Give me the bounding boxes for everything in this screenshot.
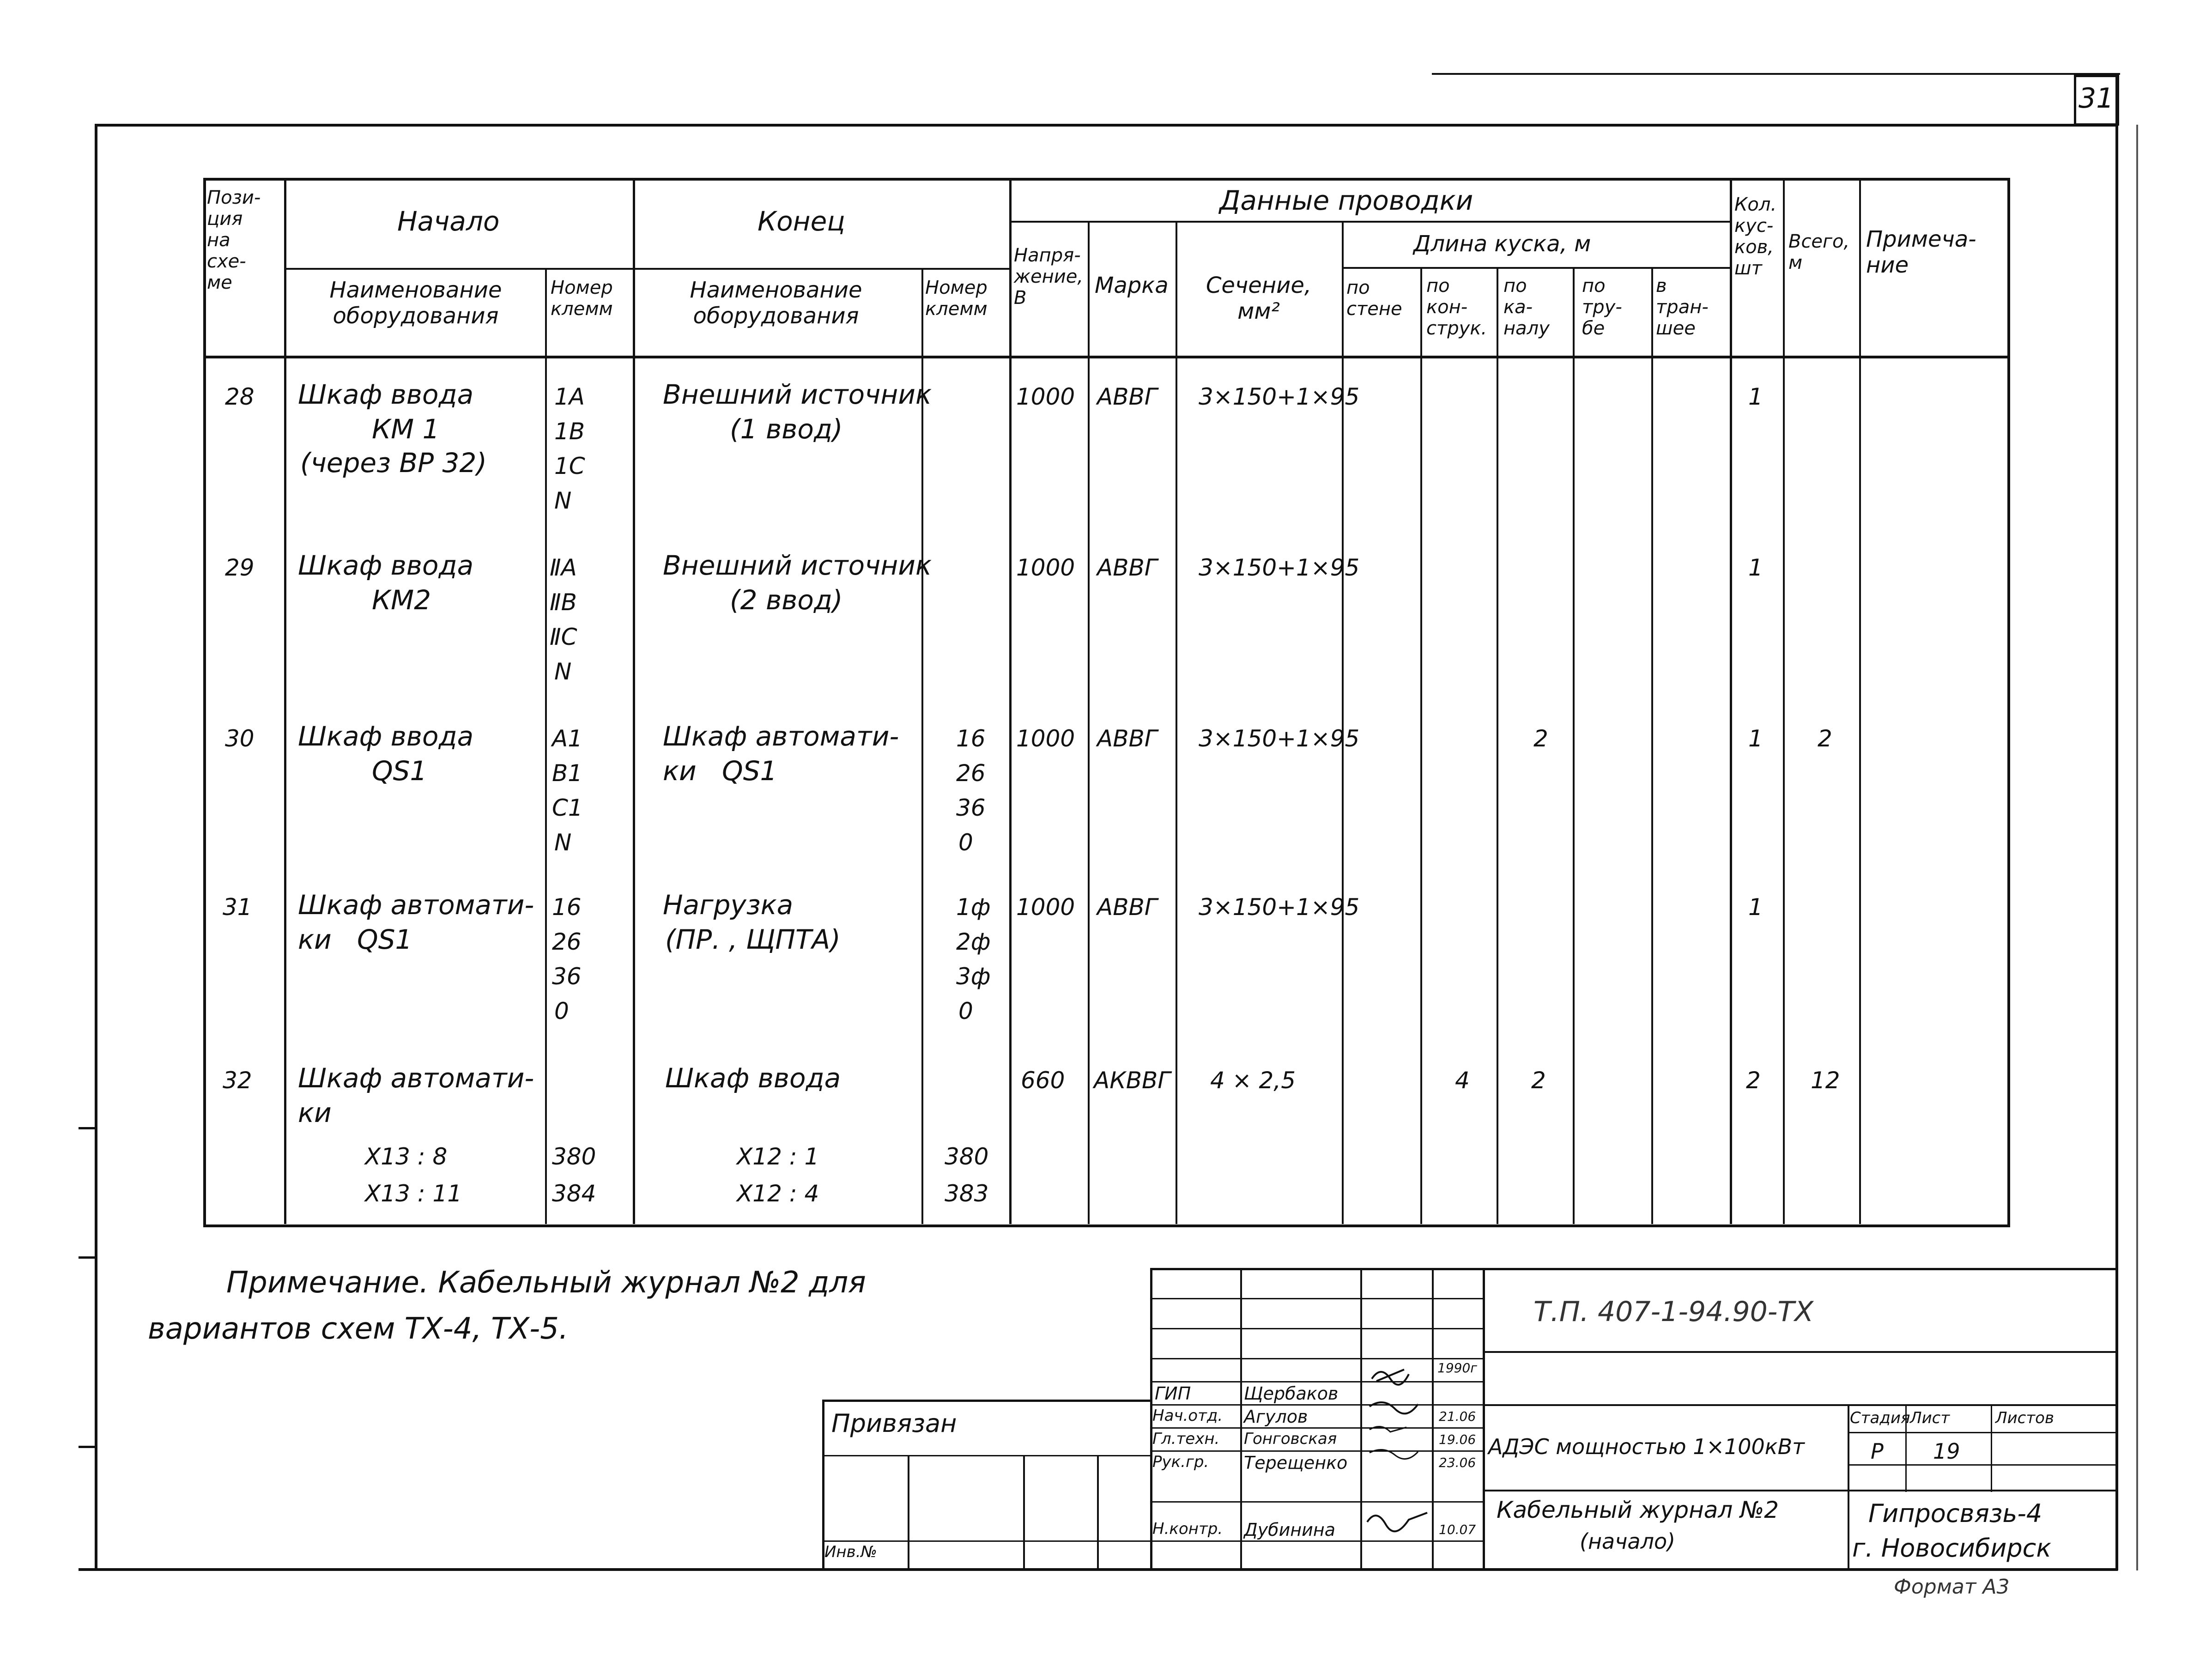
start-name-line: Шкаф автомати-	[298, 1062, 534, 1094]
sheet-value: 19	[1933, 1439, 1960, 1464]
voltage: 1000	[1016, 894, 1075, 921]
sheets-label: Листов	[1995, 1409, 2054, 1427]
end-name-line: (2 ввод)	[730, 584, 843, 616]
end-name-line: Шкаф автомати-	[663, 721, 899, 752]
start-name-line: (через ВР 32)	[300, 447, 487, 479]
voltage: 1000	[1016, 554, 1075, 581]
name-5: Дубинина	[1244, 1520, 1335, 1540]
bound-label: Привязан	[831, 1409, 957, 1438]
stamp-col	[1023, 1455, 1025, 1570]
start-terminal: 380	[552, 1143, 596, 1170]
start-terminal: ⅡC	[550, 624, 577, 650]
col-line-15	[1859, 178, 1861, 1224]
col-line-4	[921, 268, 923, 1224]
start-name-line: ки	[298, 1097, 332, 1128]
note-line-2: вариантов схем ТХ-4, ТХ-5.	[148, 1312, 569, 1346]
col-line-8	[1342, 221, 1344, 1224]
start-name-line: Шкаф ввода	[298, 721, 474, 752]
brand: АКВВГ	[1094, 1067, 1171, 1094]
hdr-note: Примеча- ние	[1866, 226, 1976, 278]
col-line-13	[1730, 178, 1732, 1224]
date-2: 21.06	[1439, 1409, 1476, 1424]
name-3: Гонговская	[1244, 1430, 1337, 1448]
col-line-3	[633, 178, 635, 1224]
role-gip: ГИП	[1155, 1383, 1191, 1404]
end-name-line: Нагрузка	[663, 889, 794, 921]
hdr-section: Сечение, мм²	[1206, 273, 1312, 324]
start-terminal: N	[554, 658, 572, 685]
stamp-col	[1360, 1268, 1362, 1570]
count: 1	[1748, 383, 1763, 410]
stamp-right-row	[1848, 1432, 2115, 1433]
section: 3×150+1×95	[1199, 725, 1360, 752]
start-name-line: КМ2	[372, 584, 431, 616]
on-channel: 2	[1531, 1067, 1546, 1094]
col-line-2	[545, 268, 547, 1224]
inv-label: Инв.№	[824, 1543, 877, 1561]
stamp-row	[1150, 1328, 1485, 1329]
end-terminal: 3ф	[956, 963, 991, 990]
stamp-bound-top	[822, 1400, 1152, 1402]
voltage: 660	[1021, 1067, 1065, 1094]
count: 2	[1746, 1067, 1761, 1094]
end-terminal: 383	[945, 1180, 989, 1207]
start-terminal: B1	[552, 760, 583, 787]
brand: АВВГ	[1097, 383, 1158, 410]
sheet-label: Лист	[1910, 1409, 1950, 1427]
start-terminal: 36	[552, 963, 582, 990]
start-terminal: 16	[552, 894, 582, 921]
start-name-line: ки QS1	[298, 924, 412, 955]
date-3: 19.06	[1439, 1432, 1476, 1447]
col-line-6	[1088, 221, 1090, 1224]
hdr-piece-length: Длина куска, м	[1413, 231, 1591, 257]
end-name-line: X12 : 4	[737, 1180, 819, 1207]
start-terminal: C1	[552, 794, 583, 821]
start-terminal: 0	[554, 998, 569, 1024]
role-chief: Гл.техн.	[1152, 1430, 1220, 1448]
end-terminal: 0	[958, 998, 973, 1024]
header-mid-start-end	[284, 268, 1009, 270]
format-label: Формат А3	[1894, 1575, 2010, 1599]
hdr-in-trench: в тран- шее	[1656, 275, 1709, 339]
name-1: Щербаков	[1244, 1383, 1339, 1404]
brand: АВВГ	[1097, 894, 1158, 921]
brand: АВВГ	[1097, 554, 1158, 581]
hdr-on-channel: по ка- налу	[1503, 275, 1550, 339]
stamp-row	[1150, 1298, 1485, 1299]
date-5: 10.07	[1439, 1522, 1476, 1537]
end-name-line: (ПР. , ЩПТА)	[665, 924, 841, 955]
stamp-year: 1990г	[1437, 1360, 1477, 1376]
hdr-voltage: Напря- жение, В	[1014, 245, 1084, 309]
row-pos: 31	[223, 894, 252, 921]
hdr-start-equip: Наименование оборудования	[329, 277, 502, 329]
start-terminal: ⅡA	[550, 554, 577, 581]
hdr-position: Пози- ция на схе- ме	[207, 187, 261, 293]
start-terminal: 26	[552, 928, 582, 955]
start-name-line: Шкаф ввода	[298, 550, 474, 581]
hdr-end: Конец	[758, 206, 845, 237]
stamp-row	[822, 1455, 1152, 1456]
frame-left-line	[95, 124, 97, 1570]
header-bottom	[203, 356, 2007, 358]
stamp-right-col	[1991, 1404, 1992, 1492]
end-terminal: 0	[958, 829, 973, 856]
col-line-9	[1420, 267, 1422, 1224]
role-head: Нач.отд.	[1152, 1406, 1223, 1425]
end-name-line: X12 : 1	[737, 1143, 819, 1170]
frame-top-extension	[1432, 73, 2120, 75]
name-2: Агулов	[1244, 1406, 1308, 1427]
end-name-line: (1 ввод)	[730, 413, 843, 445]
on-channel: 2	[1533, 725, 1548, 752]
count: 1	[1748, 554, 1763, 581]
stage-label: Стадия	[1850, 1409, 1910, 1427]
signature-marks	[1363, 1360, 1436, 1545]
col-line-10	[1497, 267, 1498, 1224]
col-line-14	[1783, 178, 1785, 1224]
note-line-1: Примечание. Кабельный журнал №2 для	[226, 1266, 866, 1300]
sheet-number: 31	[2079, 82, 2114, 115]
stamp-col	[1097, 1455, 1099, 1570]
date-4: 23.06	[1439, 1455, 1476, 1470]
end-terminal: 16	[956, 725, 986, 752]
hdr-end-equip: Наименование оборудования	[690, 277, 862, 329]
header-mid-length	[1342, 267, 1730, 269]
end-terminal: 380	[945, 1143, 989, 1170]
section: 4 × 2,5	[1210, 1067, 1296, 1094]
end-name-line: Внешний источник	[663, 550, 932, 581]
hdr-end-terminal: Номер клемм	[925, 277, 988, 320]
stamp-col	[908, 1455, 909, 1570]
col-line-12	[1651, 267, 1653, 1224]
col-line-1	[284, 178, 286, 1224]
count: 1	[1748, 894, 1763, 921]
hdr-on-wall: по стене	[1346, 277, 1402, 320]
stamp-right-row	[1483, 1351, 2115, 1353]
section: 3×150+1×95	[1199, 554, 1360, 581]
start-name-line: X13 : 8	[365, 1143, 448, 1170]
org-city: г. Новосибирск	[1852, 1534, 2051, 1563]
end-terminal: 2ф	[956, 928, 991, 955]
start-terminal: 1C	[554, 453, 585, 479]
end-terminal: 1ф	[956, 894, 991, 921]
header-mid-wiring	[1009, 221, 1730, 223]
col-line-5	[1009, 178, 1012, 1224]
row-pos: 32	[223, 1067, 252, 1094]
stamp-right-row	[1848, 1464, 2115, 1466]
start-name-line: КМ 1	[372, 413, 440, 445]
start-name-line: X13 : 11	[365, 1180, 462, 1207]
hdr-in-pipe: по тру- бе	[1582, 275, 1622, 339]
frame-top-line	[95, 124, 2118, 127]
org-name: Гипросвязь-4	[1868, 1499, 2042, 1528]
stamp-row	[1150, 1358, 1485, 1359]
role-control: Н.контр.	[1152, 1520, 1223, 1538]
start-terminal: N	[554, 829, 572, 856]
section: 3×150+1×95	[1199, 894, 1360, 921]
end-name-line: Внешний источник	[663, 379, 932, 410]
doc-code: Т.П. 407-1-94.90-ТХ	[1533, 1296, 1814, 1328]
frame-binding-tick-2	[79, 1256, 97, 1259]
end-terminal: 26	[956, 760, 986, 787]
start-terminal: 384	[552, 1180, 596, 1207]
hdr-start-terminal: Номер клемм	[551, 277, 613, 320]
voltage: 1000	[1016, 383, 1075, 410]
row-pos: 30	[225, 725, 255, 752]
start-name-line: QS1	[372, 755, 427, 787]
brand: АВВГ	[1097, 725, 1158, 752]
frame-right-outer	[2136, 125, 2138, 1570]
start-terminal: N	[554, 487, 572, 514]
start-terminal: 1B	[554, 418, 585, 445]
hdr-start: Начало	[397, 206, 500, 237]
project-title: АДЭС мощностью 1×100кВт	[1488, 1434, 1805, 1459]
section: 3×150+1×95	[1199, 383, 1360, 410]
col-line-11	[1573, 267, 1575, 1224]
total: 12	[1811, 1067, 1840, 1094]
row-pos: 28	[225, 383, 255, 410]
start-terminal: 1A	[554, 383, 585, 410]
role-lead: Рук.гр.	[1152, 1453, 1209, 1471]
row-pos: 29	[225, 554, 255, 581]
stamp-col	[1240, 1268, 1242, 1570]
frame-right-line	[2115, 74, 2118, 1570]
voltage: 1000	[1016, 725, 1075, 752]
stage-value: Р	[1871, 1439, 1884, 1464]
on-struct: 4	[1455, 1067, 1470, 1094]
frame-binding-tick-3	[79, 1446, 97, 1448]
start-terminal: ⅡB	[550, 589, 577, 616]
end-terminal: 36	[956, 794, 986, 821]
hdr-count: Кол. кус- ков, шт	[1734, 194, 1777, 279]
col-line-7	[1176, 221, 1177, 1224]
hdr-total: Всего, м	[1788, 231, 1850, 273]
stamp-top	[1150, 1268, 2115, 1270]
end-name-line: Шкаф ввода	[665, 1062, 841, 1094]
count: 1	[1748, 725, 1763, 752]
subtitle-1: Кабельный журнал №2	[1497, 1497, 1779, 1523]
total: 2	[1818, 725, 1832, 752]
end-name-line: ки QS1	[663, 755, 777, 787]
stamp-right-row	[1483, 1404, 2115, 1406]
hdr-on-struct: по кон- струк.	[1426, 275, 1487, 339]
subtitle-2: (начало)	[1580, 1529, 1676, 1554]
start-name-line: Шкаф автомати-	[298, 889, 534, 921]
start-terminal: A1	[552, 725, 583, 752]
stamp-col	[1483, 1268, 1485, 1570]
frame-binding-tick-1	[79, 1127, 97, 1129]
name-4: Терещенко	[1244, 1453, 1348, 1473]
hdr-brand: Марка	[1095, 273, 1169, 298]
stamp-right-row	[1483, 1490, 2115, 1491]
start-name-line: Шкаф ввода	[298, 379, 474, 410]
stamp-right-col	[1848, 1404, 1849, 1570]
hdr-wiring: Данные проводки	[1219, 185, 1473, 216]
